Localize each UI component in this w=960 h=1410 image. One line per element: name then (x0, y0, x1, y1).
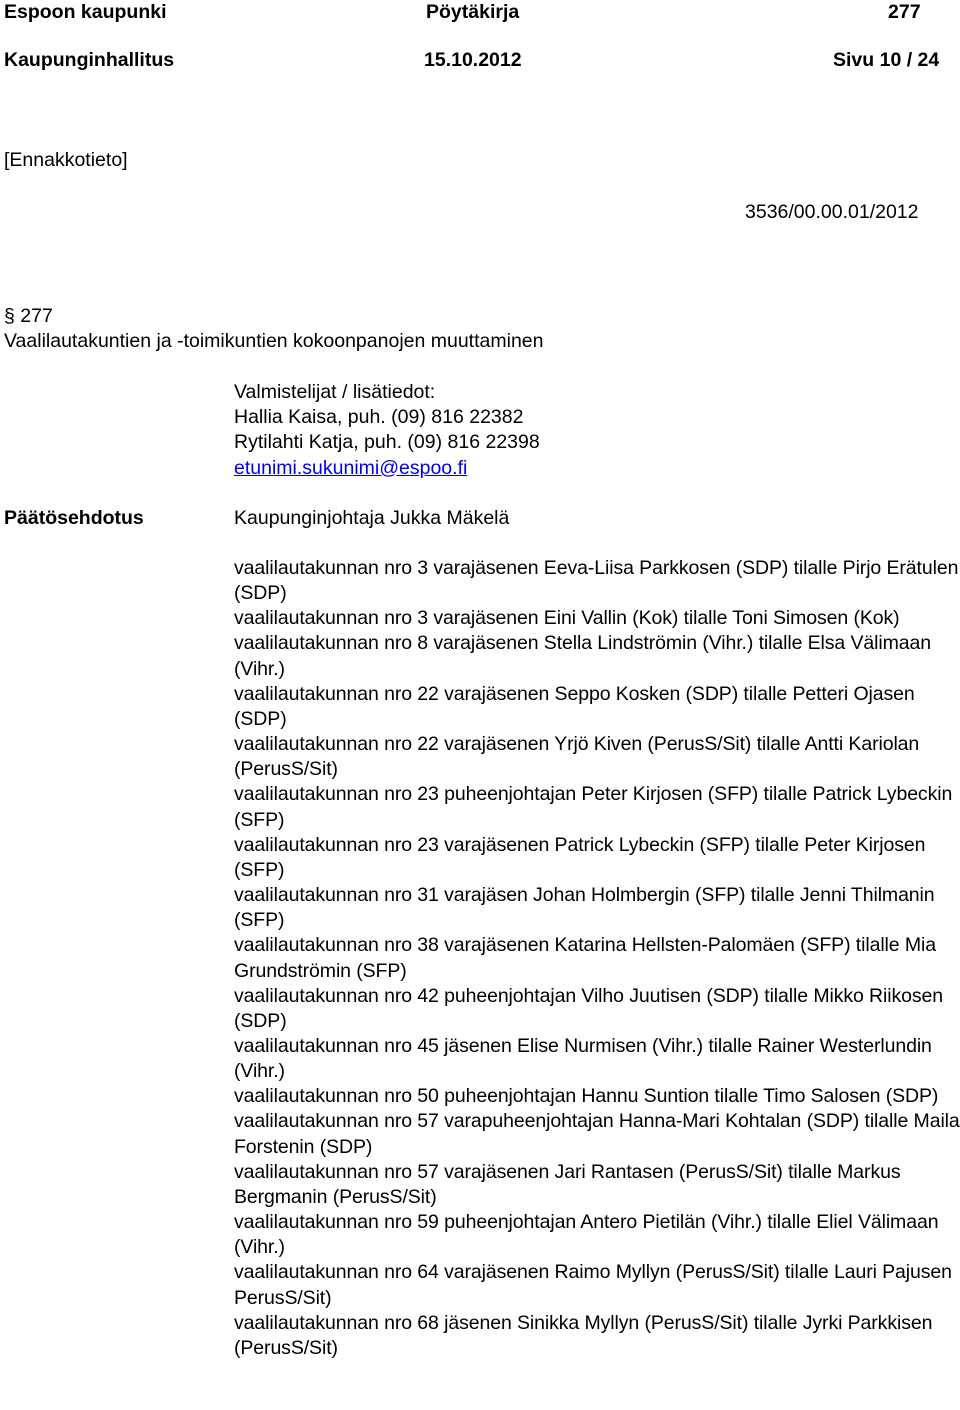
header-body: Kaupunginhallitus (4, 49, 175, 71)
list-item: vaalilautakunnan nro 42 puheenjohtajan Vilho Juutisen (SDP) tilalle Mikko Riikosen (SDP) (234, 984, 944, 1032)
section-title: Vaalilautakuntien ja -toimikuntien kokoonpanojen muuttaminen (4, 330, 544, 352)
preparers-block (234, 380, 540, 481)
proposal-items-list (234, 556, 960, 1361)
list-item: vaalilautakunnan nro 50 puheenjohtajan Hannu Suntion tilalle Timo Salosen (SDP) (234, 1085, 939, 1108)
proposal-author: Kaupunginjohtaja Jukka Mäkelä (234, 507, 510, 529)
list-item: vaalilautakunnan nro 3 varajäsenen Eeva-Liisa Parkkosen (SDP) tilalle Pirjo Erätulen (SDP) (234, 557, 959, 605)
header-page-number: Sivu 10 / 24 (833, 49, 940, 71)
list-item: vaalilautakunnan nro 23 puheenjohtajan Peter Kirjosen (SFP) tilalle Patrick Lybeckin (SFP) (234, 783, 953, 831)
list-item: vaalilautakunnan nro 57 varajäsenen Jari Rantasen (PerusS/Sit) tilalle Markus Bergmanin (PerusS/Sit) (234, 1160, 901, 1208)
diary-number: 3536/00.00.01/2012 (745, 201, 919, 223)
email-link[interactable]: etunimi.sukunimi@espoo.fi (234, 456, 468, 479)
list-item: vaalilautakunnan nro 68 jäsenen Sinikka Myllyn (PerusS/Sit) tilalle Jyrki Parkkisen (PerusS/Sit) (234, 1311, 933, 1359)
proposal-label: Päätösehdotus (4, 507, 144, 529)
list-item: vaalilautakunnan nro 8 varajäsenen Stella Lindströmin (Vihr.) tilalle Elsa Välimaan (Vihr.) (234, 632, 931, 680)
list-item: vaalilautakunnan nro 23 varajäsenen Patrick Lybeckin (SFP) tilalle Peter Kirjosen (SFP) (234, 833, 926, 881)
list-item: vaalilautakunnan nro 31 varajäsen Johan Holmbergin (SFP) tilalle Jenni Thilmanin (SFP) (234, 884, 935, 932)
header-organization: Espoon kaupunki (4, 1, 167, 23)
preparer-contact-1: Hallia Kaisa, puh. (09) 816 22382 (234, 406, 524, 429)
list-item: vaalilautakunnan nro 3 varajäsenen Eini Vallin (Kok) tilalle Toni Simosen (Kok) (234, 607, 900, 630)
header-section-number: 277 (888, 1, 921, 23)
advance-info-tag: [Ennakkotieto] (4, 149, 128, 171)
header-document-type: Pöytäkirja (426, 1, 520, 23)
section-mark: § 277 (4, 305, 53, 327)
list-item: vaalilautakunnan nro 57 varapuheenjohtajan Hanna-Mari Kohtalan (SDP) tilalle Maila Forstenin (SDP) (234, 1110, 960, 1158)
preparers-label: Valmistelijat / lisätiedot: (234, 381, 436, 403)
list-item: vaalilautakunnan nro 22 varajäsenen Yrjö Kiven (PerusS/Sit) tilalle Antti Kariolan (PerusS/Sit) (234, 733, 920, 781)
list-item: vaalilautakunnan nro 64 varajäsenen Raimo Myllyn (PerusS/Sit) tilalle Lauri Pajusen PerusS/Sit) (234, 1261, 952, 1309)
list-item: vaalilautakunnan nro 38 varajäsenen Katarina Hellsten-Palomäen (SFP) tilalle Mia Grundströmin (SFP) (234, 934, 936, 982)
preparer-contact-2: Rytilahti Katja, puh. (09) 816 22398 (234, 431, 540, 454)
header-date: 15.10.2012 (424, 49, 522, 71)
list-item: vaalilautakunnan nro 45 jäsenen Elise Nurmisen (Vihr.) tilalle Rainer Westerlundin (Vihr.) (234, 1034, 932, 1083)
list-item: vaalilautakunnan nro 22 varajäsenen Seppo Kosken (SDP) tilalle Petteri Ojasen (SDP) (234, 682, 915, 730)
list-item: vaalilautakunnan nro 59 puheenjohtajan Antero Pietilän (Vihr.) tilalle Eliel Välimaan (Vihr.) (234, 1211, 939, 1259)
